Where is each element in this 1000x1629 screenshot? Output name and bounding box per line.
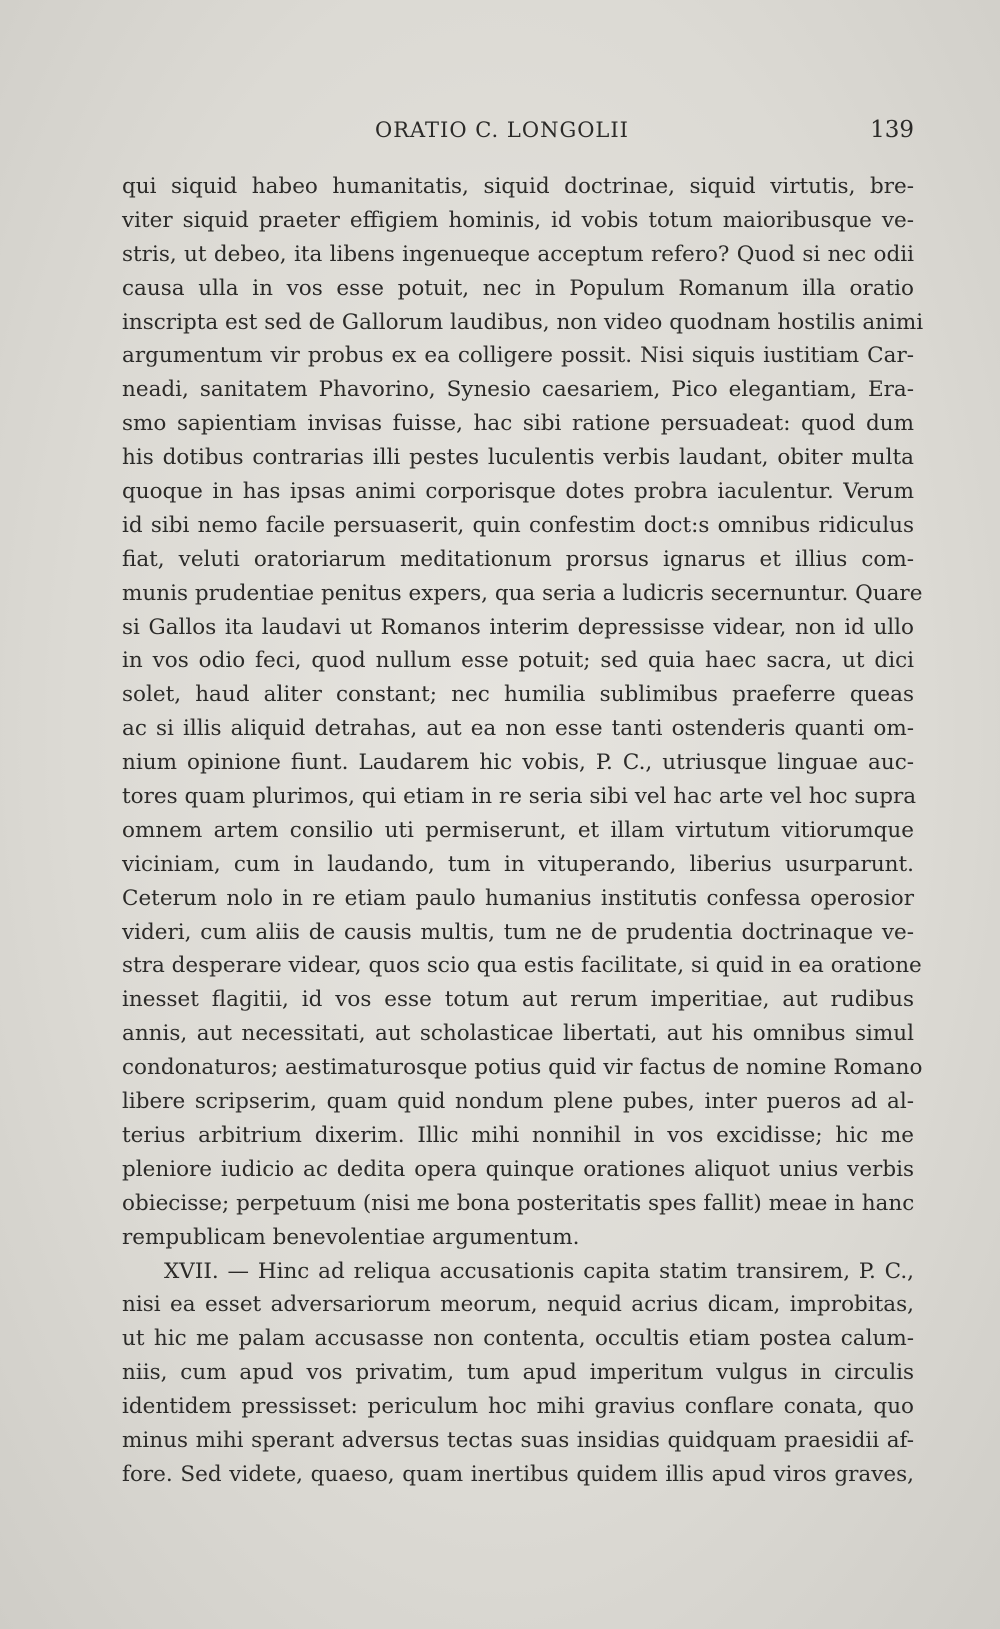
text-line: viter siquid praeter effigiem hominis, id vobis totum maioribusque ve- — [122, 207, 914, 233]
text-line: fiat, veluti oratoriarum meditationum prorsus ignarus et illius com- — [122, 546, 914, 572]
text-line: nium opinione fiunt. Laudarem hic vobis, P. C., utriusque linguae auc- — [122, 750, 914, 776]
running-title: ORATIO C. LONGOLII — [375, 118, 629, 142]
text-line: stris, ut debeo, ita libens ingenueque acceptum refero? Quod si nec odii — [122, 241, 914, 267]
text-line: minus mihi sperant adversus tectas suas insidias quidquam praesidii af- — [122, 1427, 914, 1453]
text-line: fore. Sed videte, quaeso, quam inertibus quidem illis apud viros graves, — [122, 1461, 914, 1487]
text-line: viciniam, cum in laudando, tum in vituperando, liberius usurparunt. — [122, 851, 914, 877]
text-line: in vos odio feci, quod nullum esse potuit; sed quia haec sacra, ut dici — [122, 648, 914, 674]
text-line: causa ulla in vos esse potuit, nec in Populum Romanum illa oratio — [122, 275, 914, 301]
text-line: niis, cum apud vos privatim, tum apud imperitum vulgus in circulis — [122, 1360, 914, 1386]
text-line: terius arbitrium dixerim. Illic mihi nonnihil in vos excidisse; hic me — [122, 1122, 914, 1148]
text-line: libere scripserim, quam quid nondum plene pubes, inter pueros ad al- — [122, 1089, 914, 1115]
section-heading-line: XVII. — Hinc ad reliqua accusationis capita statim transirem, P. C., — [164, 1258, 914, 1284]
text-line: ut hic me palam accusasse non contenta, occultis etiam postea calum- — [122, 1326, 914, 1352]
text-line: solet, haud aliter constant; nec humilia sublimibus praeferre queas — [122, 682, 914, 708]
body-text — [122, 170, 924, 1492]
text-line: ac si illis aliquid detrahas, aut ea non esse tanti ostenderis quanti om- — [122, 716, 914, 742]
text-line: tores quam plurimos, qui etiam in re seria sibi vel hac arte vel hoc supra — [122, 784, 917, 810]
text-line: quoque in has ipsas animi corporisque dotes probra iaculentur. Verum — [122, 479, 914, 505]
text-line: Ceterum nolo in re etiam paulo humanius institutis confessa operosior — [122, 885, 914, 911]
page-number: 139 — [870, 117, 914, 143]
text-line: pleniore iudicio ac dedita opera quinque orationes aliquot unius verbis — [122, 1156, 914, 1182]
text-line: stra desperare videar, quos scio qua estis facilitate, si quid in ea oratione — [122, 953, 922, 979]
text-line: annis, aut necessitati, aut scholasticae libertati, aut his omnibus simul — [122, 1021, 914, 1047]
text-line: neadi, sanitatem Phavorino, Synesio caesariem, Pico elegantiam, Era- — [122, 377, 914, 403]
text-line: smo sapientiam invisas fuisse, hac sibi ratione persuadeat: quod dum — [122, 411, 914, 437]
text-line: obiecisse; perpetuum (nisi me bona posteritatis spes fallit) meae in hanc — [122, 1190, 915, 1216]
text-line: argumentum vir probus ex ea colligere possit. Nisi siquis iustitiam Car- — [122, 343, 914, 369]
text-line: id sibi nemo facile persuaserit, quin confestim doct:s omnibus ridiculus — [122, 512, 914, 538]
text-line: omnem artem consilio uti permiserunt, et illam virtutum vitiorumque — [122, 817, 914, 843]
text-line: videri, cum aliis de causis multis, tum ne de prudentia doctrinaque ve- — [122, 919, 914, 945]
text-line: condonaturos; aestimaturosque potius quid vir factus de nomine Romano — [122, 1055, 923, 1081]
text-line: nisi ea esset adversariorum meorum, nequid acrius dicam, improbitas, — [122, 1292, 914, 1318]
text-line: inscripta est sed de Gallorum laudibus, non video quodnam hostilis animi — [122, 309, 924, 335]
text-line: qui siquid habeo humanitatis, siquid doctrinae, siquid virtutis, bre- — [122, 174, 914, 199]
text-line: his dotibus contrarias illi pestes luculentis verbis laudant, obiter multa — [122, 445, 914, 471]
text-line: rempublicam benevolentiae argumentum. — [122, 1224, 580, 1250]
text-line: si Gallos ita laudavi ut Romanos interim depressisse videar, non id ullo — [122, 614, 914, 640]
text-line: munis prudentiae penitus expers, qua seria a ludicris secernuntur. Quare — [122, 580, 923, 606]
text-line: identidem pressisset: periculum hoc mihi gravius conflare conata, quo — [122, 1394, 914, 1420]
text-line: inesset flagitii, id vos esse totum aut rerum imperitiae, aut rudibus — [122, 987, 914, 1013]
running-head — [122, 114, 914, 146]
